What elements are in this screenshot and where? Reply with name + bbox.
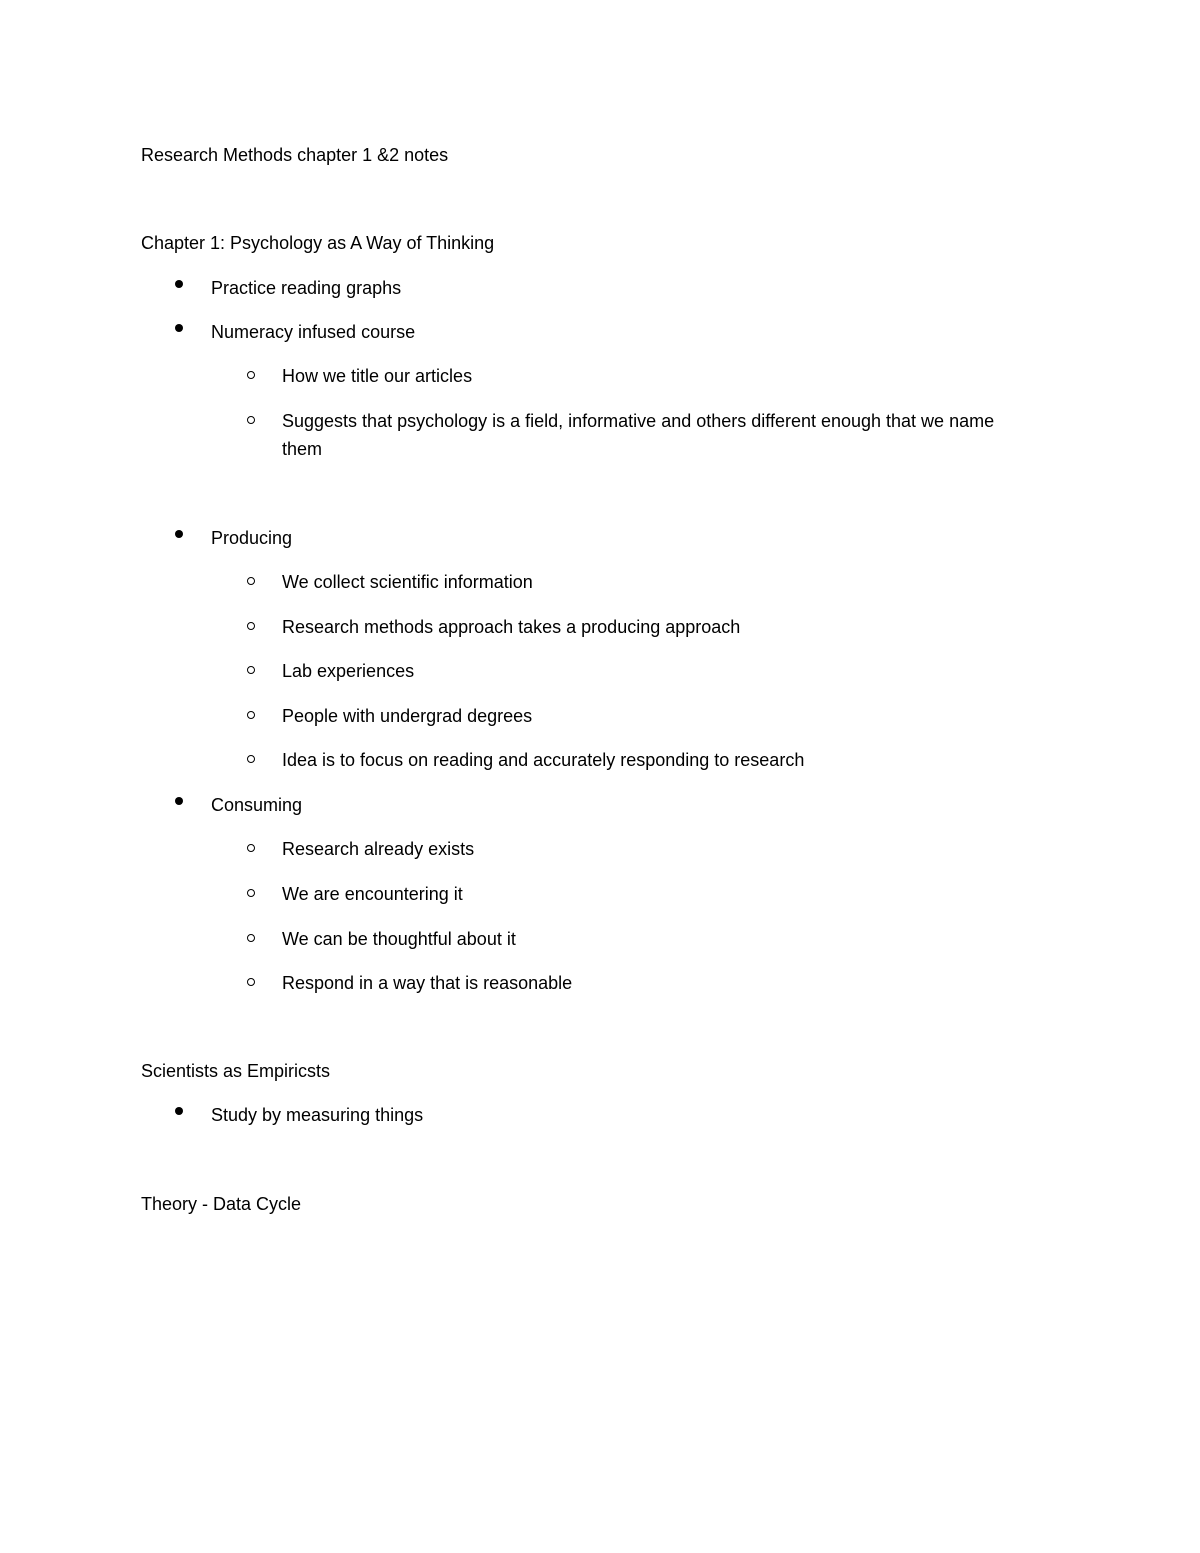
hollow-bullet-icon [247, 416, 255, 424]
bullet-icon [175, 280, 183, 288]
hollow-bullet-icon [247, 577, 255, 585]
list-item: Consuming [211, 795, 303, 815]
hollow-bullet-icon [247, 711, 255, 719]
bullet-icon [175, 324, 183, 332]
list-item: Numeracy infused course [211, 322, 416, 342]
sub-list-item: Research methods approach takes a producing approach [282, 617, 741, 637]
list-item: Producing [211, 528, 293, 548]
hollow-bullet-icon [247, 889, 255, 897]
sub-list-item: Lab experiences [282, 661, 415, 681]
hollow-bullet-icon [247, 622, 255, 630]
hollow-bullet-icon [247, 844, 255, 852]
hollow-bullet-icon [247, 666, 255, 674]
sub-list-item: Idea is to focus on reading and accurately responding to research [282, 750, 805, 770]
sub-list-item: We can be thoughtful about it [282, 929, 516, 949]
sub-list-item: How we title our articles [282, 366, 473, 386]
sub-list-item: We collect scientific information [282, 572, 533, 592]
bullet-icon [175, 1107, 183, 1115]
sub-list-item: We are encountering it [282, 884, 463, 904]
list-item: Study by measuring things [211, 1105, 424, 1125]
empiricists-heading: Scientists as Empiricsts [141, 1061, 331, 1081]
hollow-bullet-icon [247, 371, 255, 379]
bullet-icon [175, 530, 183, 538]
cycle-heading: Theory - Data Cycle [141, 1194, 302, 1214]
bullet-icon [175, 797, 183, 805]
list-item: Practice reading graphs [211, 278, 402, 298]
hollow-bullet-icon [247, 934, 255, 942]
hollow-bullet-icon [247, 755, 255, 763]
sub-list-item: Suggests that psychology is a field, informative and others different enough that we name them [282, 411, 995, 459]
chapter1-heading: Chapter 1: Psychology as A Way of Thinking [141, 233, 495, 253]
document-title: Research Methods chapter 1 &2 notes [141, 145, 449, 165]
sub-list-item: Research already exists [282, 839, 475, 859]
sub-list-item: People with undergrad degrees [282, 706, 533, 726]
sub-list-item: Respond in a way that is reasonable [282, 973, 573, 993]
hollow-bullet-icon [247, 978, 255, 986]
